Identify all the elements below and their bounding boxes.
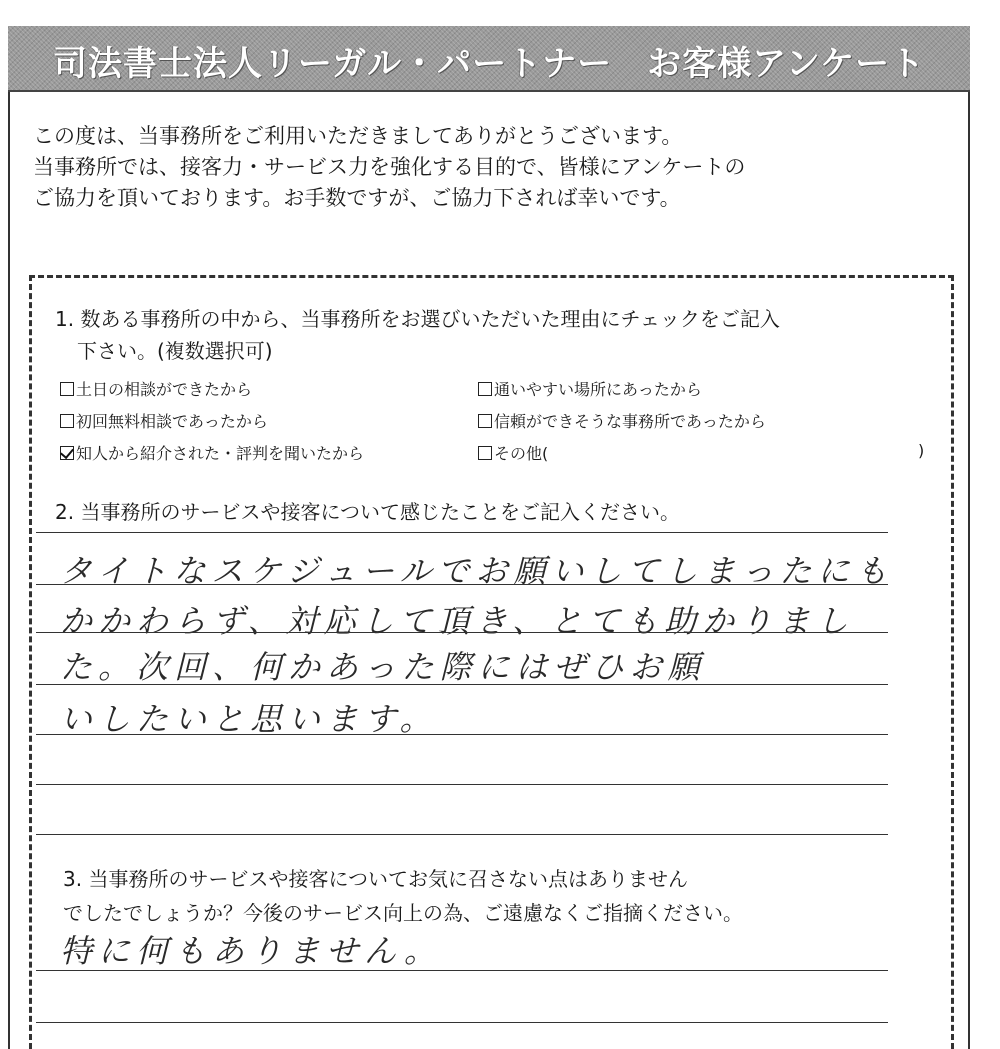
question1-line: 下さい。(複数選択可) — [77, 339, 273, 363]
answer-line — [36, 1022, 888, 1023]
checkbox-checked[interactable] — [60, 446, 74, 460]
intro-text — [33, 121, 933, 214]
checkbox[interactable] — [478, 414, 492, 428]
question1-text — [55, 303, 950, 367]
answer-line — [36, 784, 888, 785]
other-close-paren: ) — [918, 441, 925, 460]
answer-line — [36, 584, 888, 585]
handwritten-answer-line: かかわらず、対応して頂き、とても助かりまし — [60, 602, 855, 640]
header-banner — [8, 26, 970, 92]
option-convenient-location[interactable] — [478, 377, 702, 403]
question2-text: 2. 当事務所のサービスや接客について感じたことをご記入ください。 — [55, 500, 681, 524]
option-label: 知人から紹介された・評判を聞いたから — [76, 444, 365, 463]
option-other[interactable] — [478, 441, 548, 467]
answer-line — [36, 734, 888, 735]
option-label: 信頼ができそうな事務所であったから — [494, 412, 766, 431]
question3-line: 3. 当事務所のサービスや接客についてお気に召さない点はありません — [63, 867, 689, 891]
intro-line: 当事務所では、接客力・サービス力を強化する目的で、皆様にアンケートの — [33, 155, 746, 179]
option-free-first-consult[interactable] — [60, 409, 268, 435]
intro-line: この度は、当事務所をご利用いただきましてありがとうございます。 — [33, 124, 683, 148]
answer-line — [36, 834, 888, 835]
answer-line — [36, 684, 888, 685]
question3-line: でしたでしょうか？今後のサービス向上の為、ご遠慮なくご指摘ください。 — [63, 901, 743, 925]
question3-text — [63, 862, 743, 930]
handwritten-answer-line: た。次回、何かあった際にはぜひお願 — [60, 648, 706, 686]
handwritten-answer-line: 特に何もありません。 — [60, 932, 442, 970]
option-label: その他( — [494, 444, 549, 463]
option-referral[interactable] — [60, 441, 364, 467]
handwritten-answer-line: タイトなスケジュールでお願いしてしまったにも — [60, 552, 894, 590]
checkbox[interactable] — [478, 446, 492, 460]
answer-line — [36, 532, 888, 533]
answer-line — [36, 632, 888, 633]
question1-line: 1. 数ある事務所の中から、当事務所をお選びいただいた理由にチェックをご記入 — [55, 307, 780, 331]
answer-line — [36, 970, 888, 971]
option-label: 土日の相談ができたから — [76, 380, 253, 399]
option-label: 初回無料相談であったから — [76, 412, 268, 431]
option-trustworthy-office[interactable] — [478, 409, 766, 435]
handwritten-answer-line: いしたいと思います。 — [60, 700, 438, 738]
checkbox[interactable] — [60, 414, 74, 428]
option-weekend-consult[interactable] — [60, 377, 252, 403]
checkbox[interactable] — [60, 382, 74, 396]
checkbox[interactable] — [478, 382, 492, 396]
option-label: 通いやすい場所にあったから — [494, 380, 702, 399]
page-title: 司法書士法人リーガル・パートナー お客様アンケート — [52, 44, 926, 84]
intro-line: ご協力を頂いております。お手数ですが、ご協力下されば幸いです。 — [33, 186, 681, 210]
